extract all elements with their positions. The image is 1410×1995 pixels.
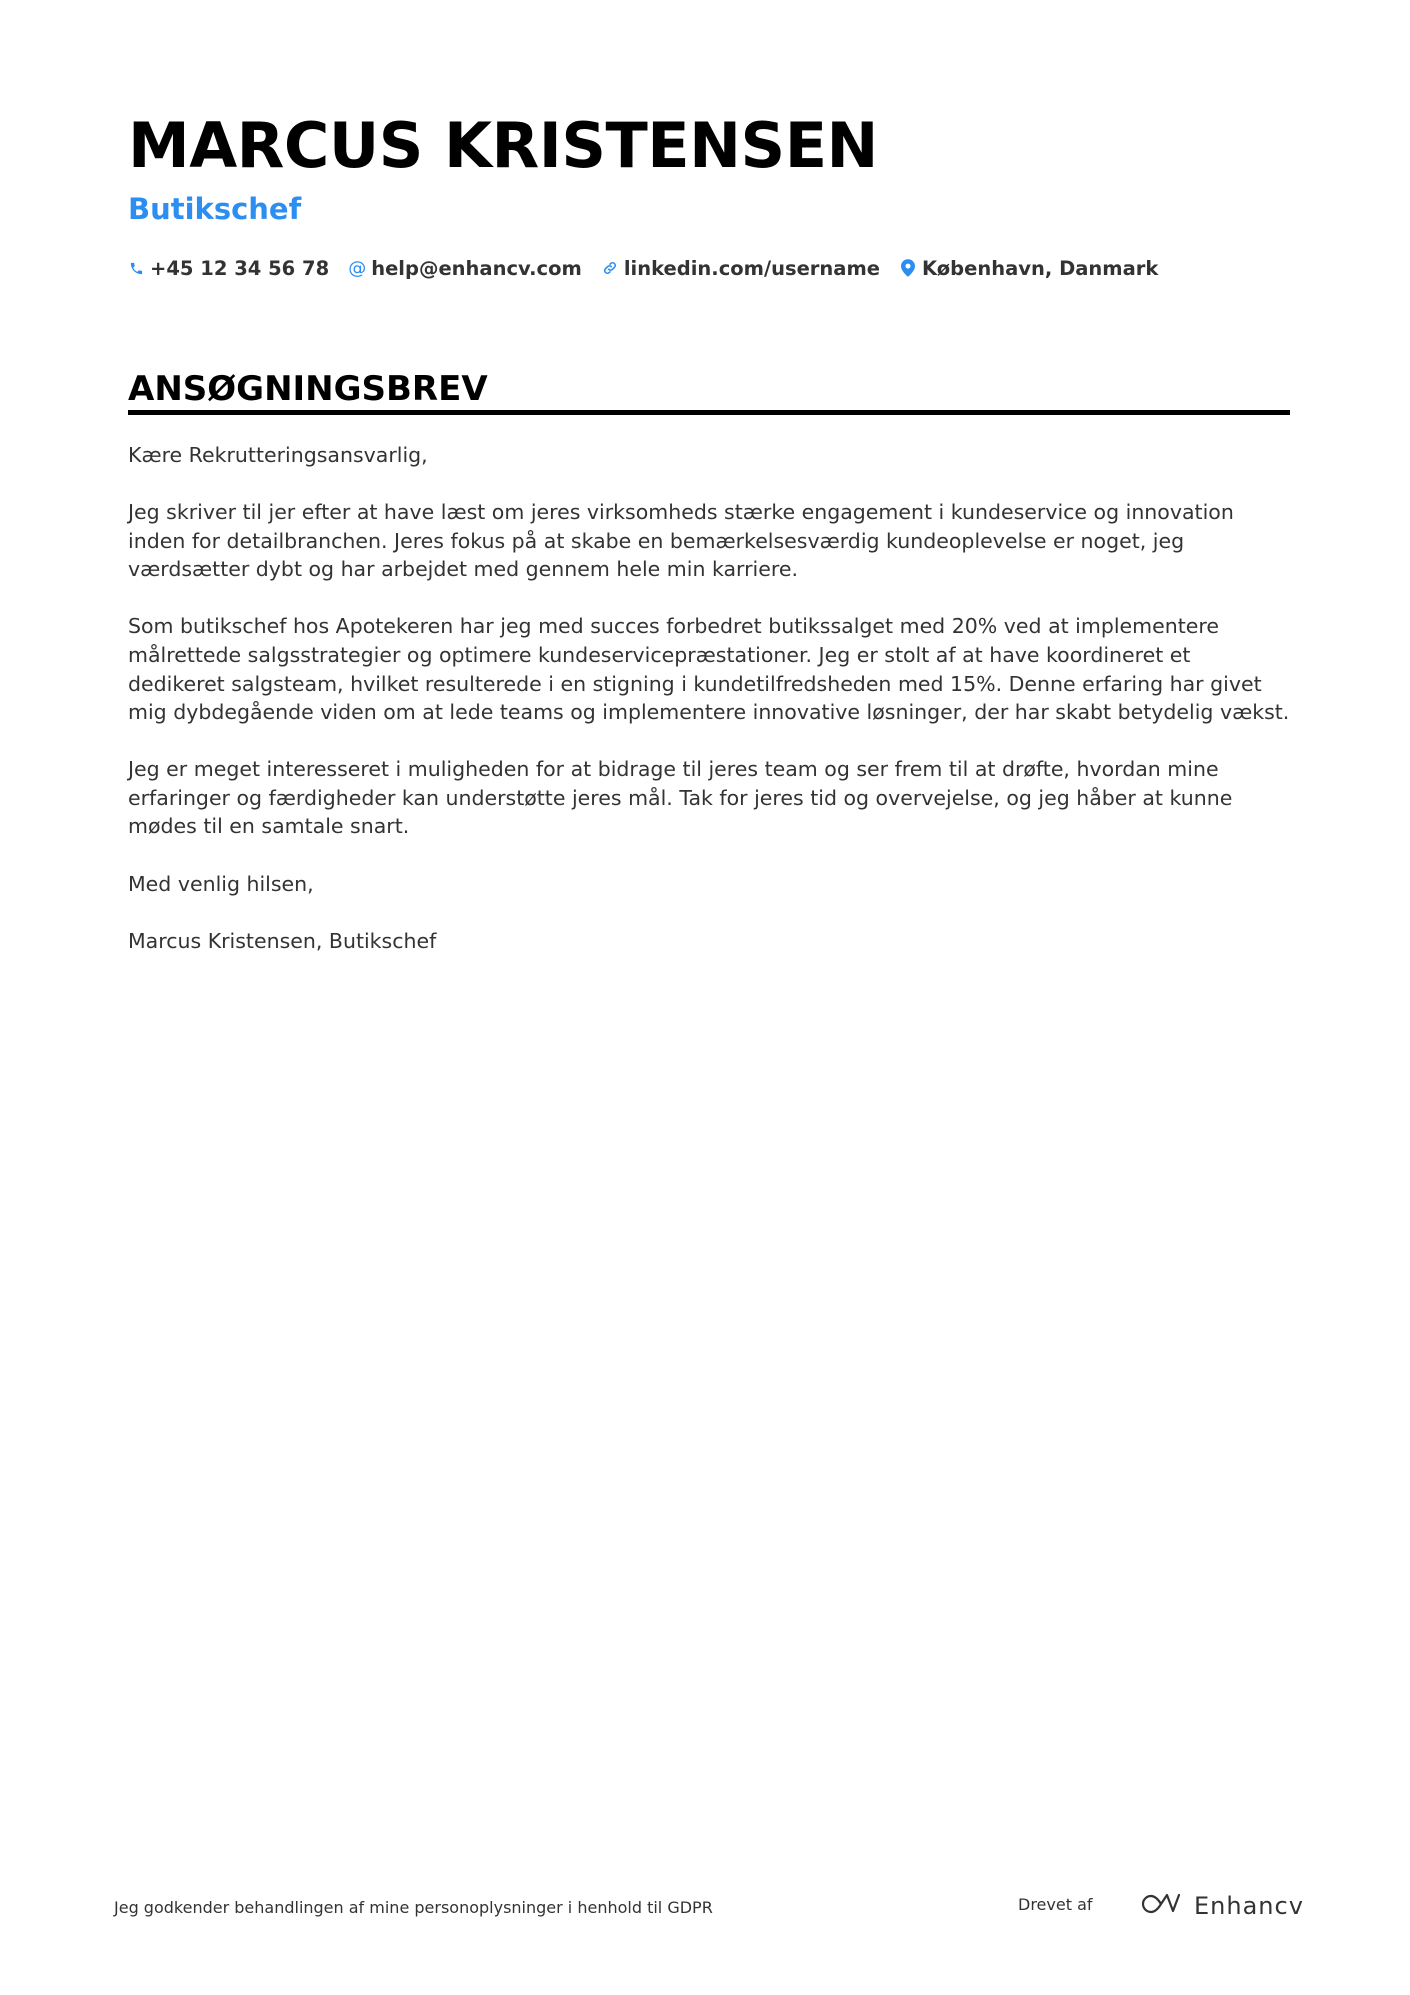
enhancv-logo[interactable] (1138, 1886, 1304, 1926)
contact-linkedin-text[interactable]: linkedin.com/username (623, 256, 881, 280)
phone-icon (128, 258, 144, 278)
letter-greeting: Kære Rekrutteringsansvarlig, (128, 443, 428, 467)
contact-linkedin[interactable] (602, 257, 880, 280)
enhancv-logo-text: Enhancv (1194, 1892, 1304, 1920)
contact-email[interactable] (349, 257, 582, 280)
contact-location (900, 257, 1158, 280)
section-title: ANSØGNINGSBREV (128, 369, 488, 409)
page-footer (114, 1886, 1304, 1926)
applicant-job-title: Butikschef (128, 192, 302, 226)
letter-body (128, 441, 1290, 984)
letter-paragraph: Som butikschef hos Apotekeren har jeg med succes forbedret butikssalget med 20% ved at implementere målrettede salgsstrategier og optimere kundeservicepræstationer. Jeg er stolt af at have koordineret et dedikeret salgsteam, hvilket resulterede i en stigning i kundetilfredsheden med 15%. Denne erfaring har givet mig dybdegående viden om at lede teams og implementere innovative løsninger, der har skabt betydelig vækst. (128, 614, 1290, 725)
at-icon: @ (348, 257, 367, 279)
contact-info-row (128, 252, 1178, 284)
link-icon (602, 258, 618, 278)
letter-paragraph: Jeg er meget interesseret i muligheden for at bidrage til jeres team og ser frem til at drøfte, hvordan mine erfaringer og færdigheder kan understøtte jeres mål. Tak for jeres tid og overvejelse, og jeg håber at kunne mødes til en samtale snart. (128, 757, 1233, 839)
contact-location-text: København, Danmark (922, 256, 1159, 280)
letter-signature: Marcus Kristensen, Butikschef (128, 928, 437, 953)
contact-email-text[interactable]: help@enhancv.com (371, 256, 582, 280)
powered-by-label: Drevet af (1018, 1895, 1093, 1914)
applicant-name: MARCUS KRISTENSEN (128, 109, 878, 182)
letter-paragraph: Jeg skriver til jer efter at have læst om jeres virksomheds stærke engagement i kundeservice og innovation inden for detailbranchen. Jeres fokus på at skabe en bemærkelsesværdig kundeoplevelse er noget, jeg værdsætter dybt og har arbejdet med gennem hele min karriere. (128, 500, 1234, 582)
gdpr-consent-text: Jeg godkender behandlingen af mine personoplysninger i henhold til GDPR (114, 1898, 713, 1917)
contact-phone (128, 257, 329, 280)
enhancv-logo-icon (1138, 1891, 1184, 1921)
location-pin-icon (900, 258, 916, 278)
section-divider (128, 410, 1290, 415)
letter-closing: Med venlig hilsen, (128, 871, 314, 896)
contact-phone-text: +45 12 34 56 78 (150, 256, 330, 280)
